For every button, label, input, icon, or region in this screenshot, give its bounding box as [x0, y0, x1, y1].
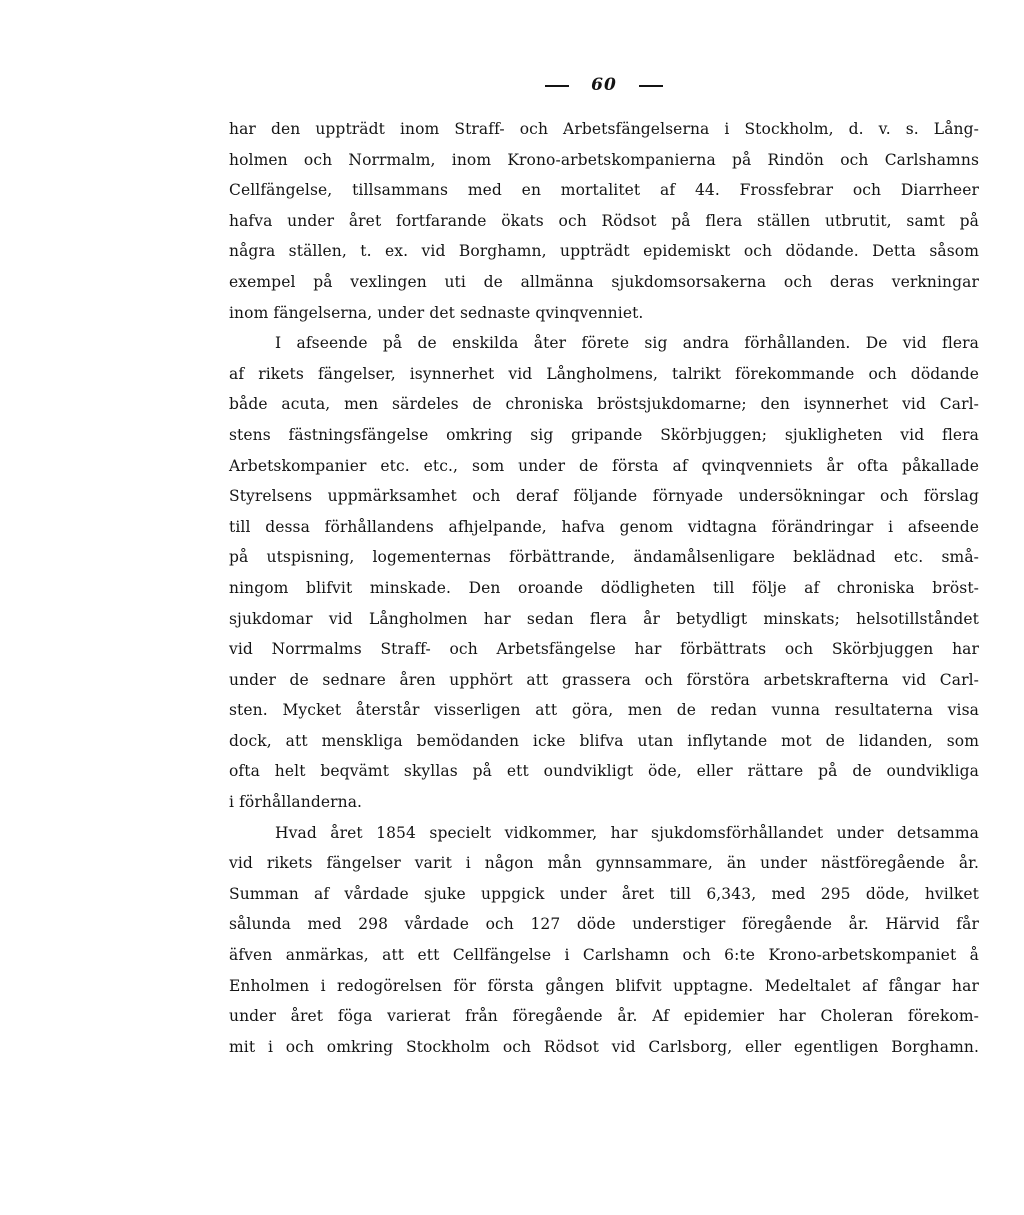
paragraph-2 [229, 328, 979, 818]
text-line: ofta helt beqvämt skyllas på ett oundvikligt öde, eller rättare på de oundvikliga [229, 762, 979, 781]
text-line: mit i och omkring Stockholm och Rödsot vid Carlsborg, eller egentligen Borghamn. [229, 1037, 979, 1056]
text-line: både acuta, men särdeles de chroniska bröstsjukdomarne; den isynnerhet vid Carl- [229, 395, 979, 414]
text-line: i förhållanderna. [229, 793, 363, 812]
text-line: sjukdomar vid Långholmen har sedan flera år betydligt minskats; helsotillståndet [229, 609, 979, 628]
text-line: inom fängelserna, under det sednaste qvinqvenniet. [229, 303, 644, 322]
text-line: sålunda med 298 vårdade och 127 döde understiger föregående år. Härvid får [229, 915, 979, 934]
text-line: vid rikets fängelser varit i någon mån gynnsammare, än under nästföregående år. [229, 854, 979, 873]
text-line: sten. Mycket återstår visserligen att göra, men de redan vunna resultaterna visa [229, 701, 979, 720]
text-line: af rikets fängelser, isynnerhet vid Långholmens, talrikt förekommande och dödande [229, 364, 979, 383]
body-text [229, 114, 979, 1062]
header-rule-right [639, 85, 663, 87]
text-line: på utspisning, logementernas förbättrande, ändamålsenligare beklädnad etc. små- [229, 548, 979, 567]
text-line: stens fästningsfängelse omkring sig gripande Skörbjuggen; sjukligheten vid flera [229, 425, 979, 444]
document-page [229, 70, 979, 1062]
text-line: dock, att menskliga bemödanden icke blifva utan inflytande mot de lidanden, som [229, 731, 979, 750]
paragraph-3 [229, 818, 979, 1063]
paragraph-1 [229, 114, 979, 328]
text-line: Arbetskompanier etc. etc., som under de första af qvinqvenniets år ofta påkallade [229, 456, 979, 475]
text-line: några ställen, t. ex. vid Borghamn, uppträdt epidemiskt och dödande. Detta såsom [229, 242, 979, 261]
text-line: vid Norrmalms Straff- och Arbetsfängelse har förbättrats och Skörbjuggen har [229, 640, 979, 659]
text-line: holmen och Norrmalm, inom Krono-arbetskompanierna på Rindön och Carlshamns [229, 150, 979, 169]
text-line: Enholmen i redogörelsen för första gången blifvit upptagne. Medeltalet af fångar har [229, 976, 979, 995]
text-line: har den uppträdt inom Straff- och Arbetsfängelserna i Stockholm, d. v. s. Lång- [229, 120, 979, 138]
text-line: Hvad året 1854 specielt vidkommer, har sjukdomsförhållandet under detsamma [275, 823, 979, 842]
text-line: under året föga varierat från föregående år. Af epidemier har Choleran förekom- [229, 1007, 979, 1026]
text-line: I afseende på de enskilda åter förete sig andra förhållanden. De vid flera [275, 334, 979, 353]
header-rule-left [545, 85, 569, 87]
text-line: exempel på vexlingen uti de allmänna sjukdomsorsakerna och deras verkningar [229, 272, 979, 291]
text-line: till dessa förhållandens afhjelpande, hafva genom vidtagna förändringar i afseende [229, 517, 979, 536]
page-header [229, 70, 979, 100]
text-line: äfven anmärkas, att ett Cellfängelse i Carlshamn och 6:te Krono-arbetskompaniet å [229, 946, 979, 965]
text-line: Styrelsens uppmärksamhet och deraf följande förnyade undersökningar och förslag [229, 487, 979, 506]
text-line: ningom blifvit minskade. Den oroande dödligheten till följe af chroniska bröst- [229, 578, 979, 597]
text-line: Cellfängelse, tillsammans med en mortalitet af 44. Frossfebrar och Diarrheer [229, 181, 979, 200]
text-line: under de sednare åren upphört att grassera och förstöra arbetskrafterna vid Carl- [229, 670, 979, 689]
text-line: hafva under året fortfarande ökats och Rödsot på flera ställen utbrutit, samt på [229, 211, 979, 230]
text-line: Summan af vårdade sjuke uppgick under året till 6,343, med 295 döde, hvilket [229, 884, 979, 903]
page-number: 60 [591, 75, 617, 95]
